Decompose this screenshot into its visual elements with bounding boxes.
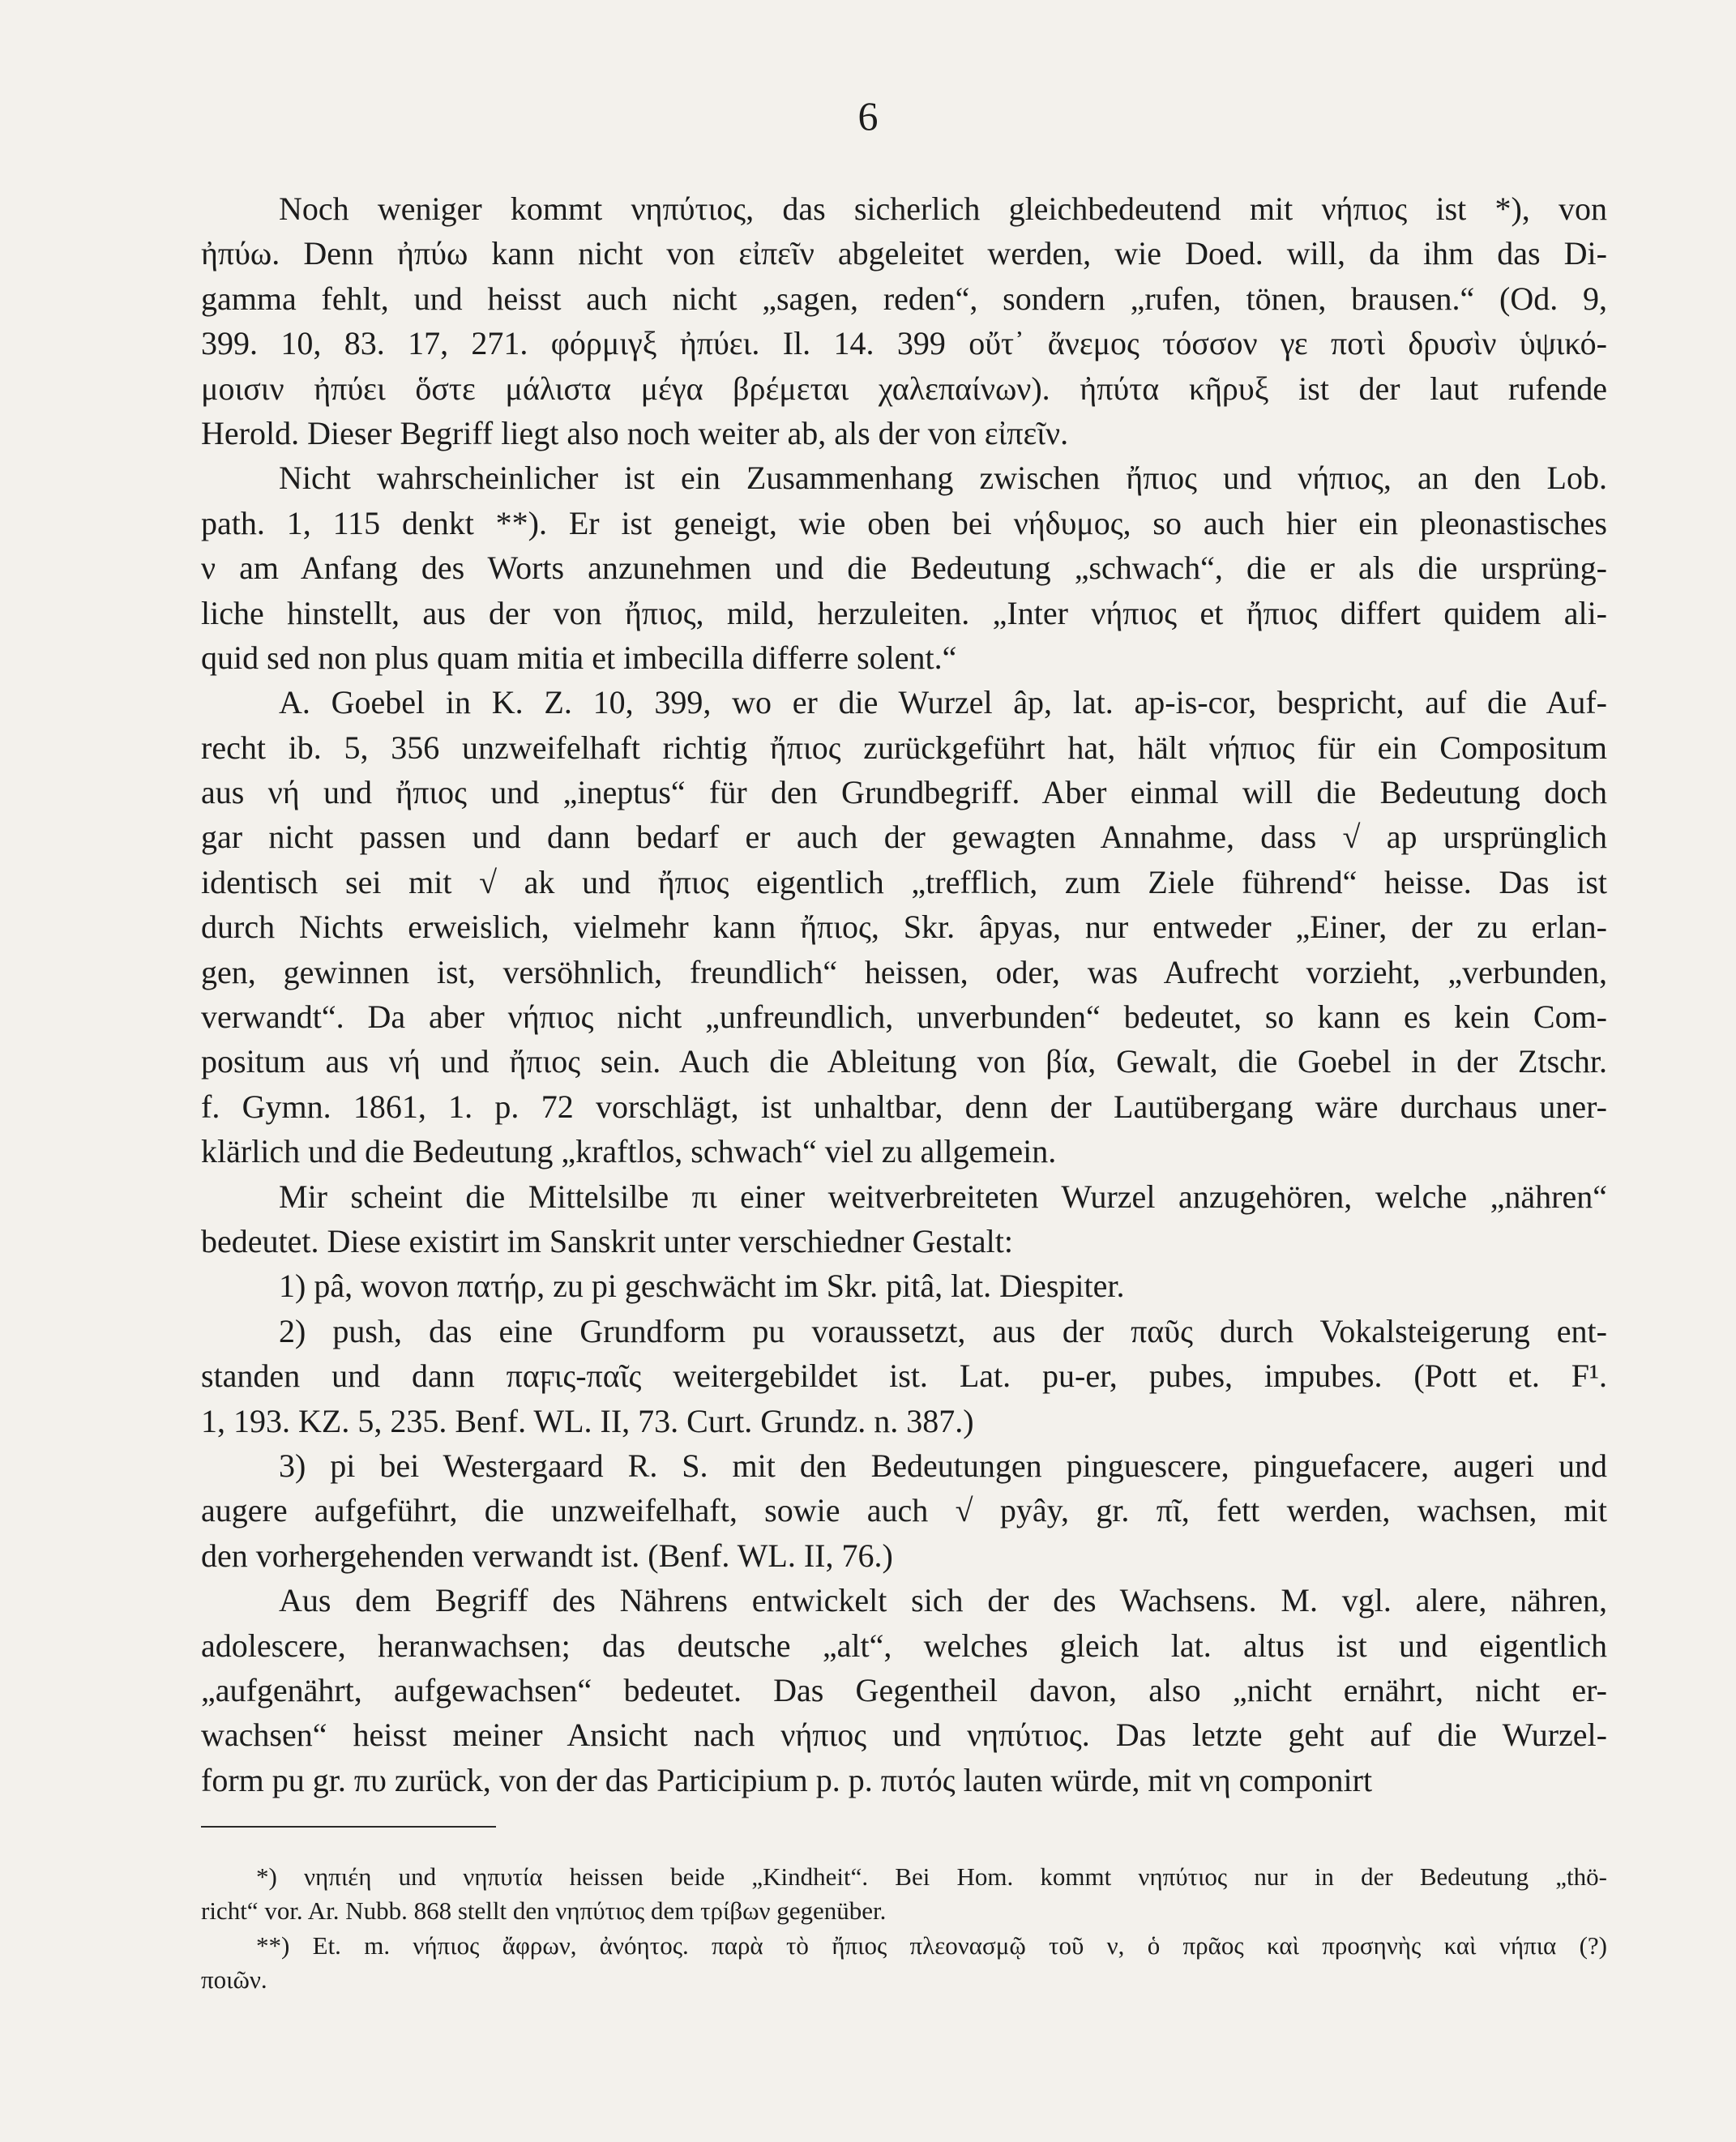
paragraph-line: positum aus νή und ἤπιος sein. Auch die Ableitung von βία, Gewalt, die Goebel in der Ztschr. (201, 1043, 1607, 1080)
footnotes (201, 1860, 1607, 1997)
footnote-line: **) Et. m. νήπιος ἄφρων, ἀνόητος. παρὰ τὸ ἤπιος πλεονασμῷ τοῦ ν, ὁ πρᾶος καὶ προσηνὴς καὶ νήπια (?) (256, 1930, 1607, 1960)
paragraph-line: den vorhergehenden verwandt ist. (Benf. WL. II, 76.) (201, 1537, 893, 1574)
paragraph-line: Aus dem Begriff des Nährens entwickelt sich der des Wachsens. M. vgl. alere, nähren, (279, 1582, 1607, 1619)
paragraph-line: aus νή und ἤπιος und „ineptus“ für den Grundbegriff. Aber einmal will die Bedeutung doch (201, 774, 1607, 811)
footnote-line: richt“ vor. Ar. Nubb. 868 stellt den νηπύτιος dem τρίβων gegenüber. (201, 1896, 887, 1926)
paragraph-line: gamma fehlt, und heisst auch nicht „sagen, reden“, sondern „rufen, tönen, brausen.“ (Od. 9, (201, 280, 1607, 317)
paragraph-line: ἠπύω. Denn ἠπύω kann nicht von εἰπεῖν abgeleitet werden, wie Doed. will, da ihm das Di- (201, 235, 1607, 272)
paragraph-line: wachsen“ heisst meiner Ansicht nach νήπιος und νηπύτιος. Das letzte geht auf die Wurzel- (201, 1717, 1607, 1754)
paragraph-line: adolescere, heranwachsen; das deutsche „alt“, welches gleich lat. altus ist und eigentlich (201, 1627, 1607, 1664)
paragraph-line: augere aufgeführt, die unzweifelhaft, sowie auch √ pyây, gr. πῖ, fett werden, wachsen, mit (201, 1492, 1607, 1529)
paragraph-line: klärlich und die Bedeutung „kraftlos, schwach“ viel zu allgemein. (201, 1133, 1057, 1170)
paragraph-line: 399. 10, 83. 17, 271. φόρμιγξ ἠπύει. Il. 14. 399 οὔτ᾽ ἄνεμος τόσσον γε ποτὶ δρυσὶν ὑψικό- (201, 325, 1607, 362)
main-text (201, 186, 1607, 1802)
footnote-line: *) νηπιέη und νηπυτία heissen beide „Kindheit“. Bei Hom. kommt νηπύτιος nur in der Bedeutung „thö- (256, 1862, 1607, 1891)
paragraph-line: A. Goebel in K. Z. 10, 399, wo er die Wurzel âp, lat. ap-is-cor, bespricht, auf die Auf- (279, 684, 1607, 721)
paragraph-line: bedeutet. Diese existirt im Sanskrit unter verschiedner Gestalt: (201, 1222, 1013, 1259)
paragraph-line: 3) pi bei Westergaard R. S. mit den Bedeutungen pinguescere, pinguefacere, augeri und (279, 1447, 1607, 1484)
paragraph-line: „aufgenährt, aufgewachsen“ bedeutet. Das Gegentheil davon, also „nicht ernährt, nicht er- (201, 1671, 1607, 1708)
paragraph-line: standen und dann παϝις-παῖς weitergebildet ist. Lat. pu-er, pubes, impubes. (Pott et. F¹. (201, 1357, 1607, 1395)
paragraph-line: Noch weniger kommt νηπύτιος, das sicherlich gleichbedeutend mit νήπιος ist *), von (279, 190, 1607, 227)
paragraph-line: f. Gymn. 1861, 1. p. 72 vorschlägt, ist unhaltbar, denn der Lautübergang wäre durchaus uner- (201, 1088, 1607, 1125)
paragraph-line: ν am Anfang des Worts anzunehmen und die Bedeutung „schwach“, die er als die ursprüng- (201, 549, 1607, 587)
paragraph-line: Nicht wahrscheinlicher ist ein Zusammenhang zwischen ἤπιος und νήπιος, an den Lob. (279, 460, 1607, 497)
paragraph-line: path. 1, 115 denkt **). Er ist geneigt, wie oben bei νήδυμος, so auch hier ein pleonastisches (201, 504, 1607, 541)
paragraph-line: Mir scheint die Mittelsilbe πι einer weitverbreiteten Wurzel anzugehören, welche „nähren“ (279, 1178, 1607, 1215)
page-number: 6 (857, 93, 879, 139)
paragraph-line: durch Nichts erweislich, vielmehr kann ἤπιος, Skr. âpyas, nur entweder „Einer, der zu erlan- (201, 909, 1607, 946)
paragraph-line: μοισιν ἠπύει ὅστε μάλιστα μέγα βρέμεται χαλεπαίνων). ἠπύτα κῆρυξ ist der laut rufende (201, 370, 1607, 407)
footnote-line: ποιῶν. (201, 1965, 267, 1994)
paragraph-line: gar nicht passen und dann bedarf er auch der gewagten Annahme, dass √ ap ursprünglich (201, 819, 1607, 856)
paragraph-line: gen, gewinnen ist, versöhnlich, freundlich“ heissen, oder, was Aufrecht vorzieht, „verbunden, (201, 953, 1607, 990)
footnote-separator (201, 1826, 496, 1828)
paragraph-line: form pu gr. πυ zurück, von der das Participium p. p. πυτός lauten würde, mit νη componirt (201, 1761, 1373, 1798)
paragraph-line: Herold. Dieser Begriff liegt also noch weiter ab, als der von εἰπεῖν. (201, 414, 1069, 451)
paragraph-line: liche hinstellt, aus der von ἤπιος, mild, herzuleiten. „Inter νήπιος et ἤπιος differt quidem ali- (201, 594, 1607, 631)
paragraph-line: 1, 193. KZ. 5, 235. Benf. WL. II, 73. Curt. Grundz. n. 387.) (201, 1402, 974, 1439)
paragraph-line: 2) push, das eine Grundform pu voraussetzt, aus der παῦς durch Vokalsteigerung ent- (279, 1312, 1607, 1349)
paragraph-line: identisch sei mit √ ak und ἤπιος eigentlich „trefflich, zum Ziele führend“ heisse. Das ist (201, 863, 1607, 900)
paragraph-line: recht ib. 5, 356 unzweifelhaft richtig ἤπιος zurückgeführt hat, hält νήπιος für ein Compositum (201, 729, 1607, 766)
paragraph-line: verwandt“. Da aber νήπιος nicht „unfreundlich, unverbunden“ bedeutet, so kann es kein Com- (201, 998, 1607, 1036)
paragraph-line: quid sed non plus quam mitia et imbecilla differre solent.“ (201, 639, 957, 676)
paragraph-line: 1) pâ, wovon πατήρ, zu pi geschwächt im Skr. pitâ, lat. Diespiter. (279, 1268, 1125, 1305)
